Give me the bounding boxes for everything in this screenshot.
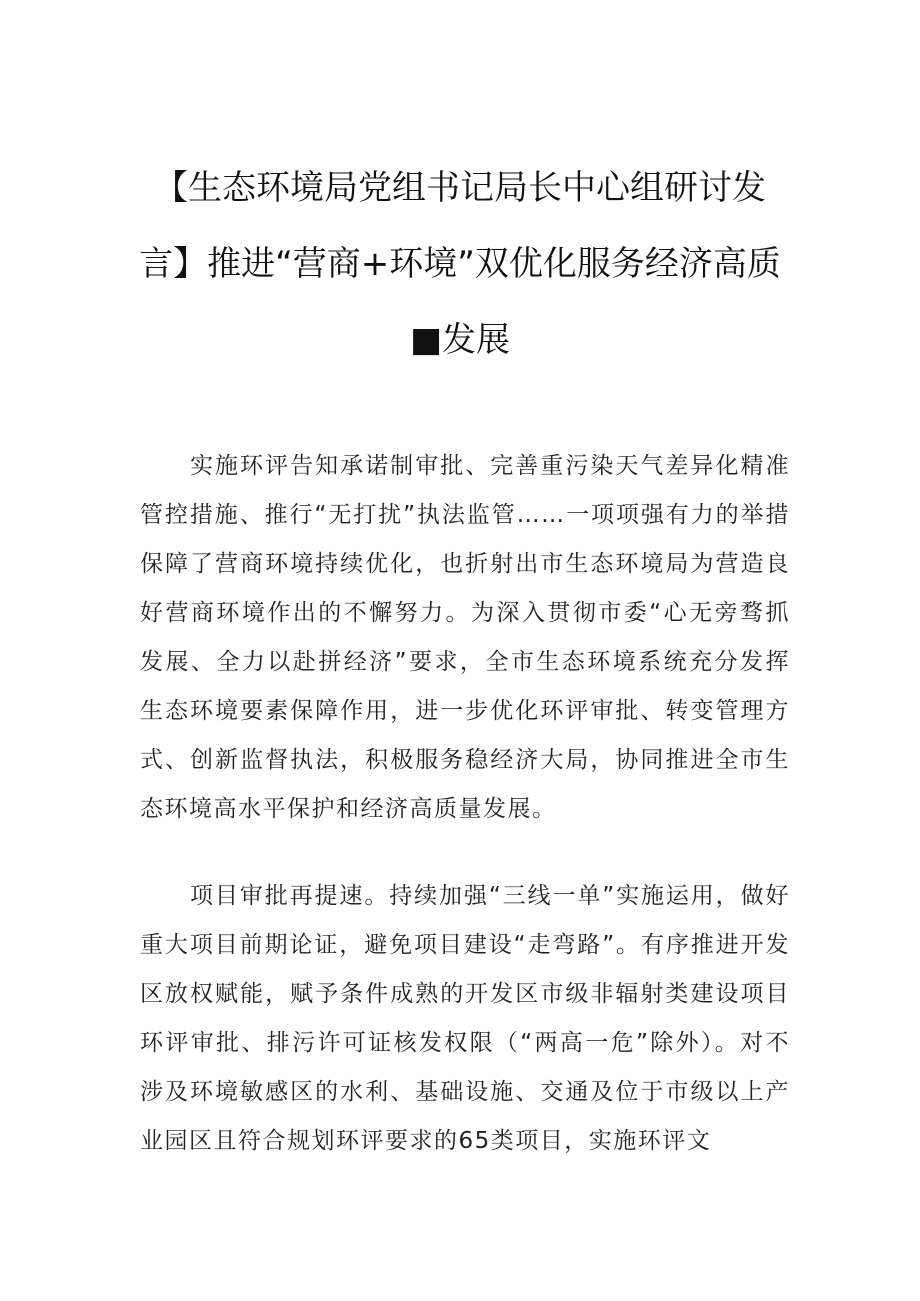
title-line-2: 言】推进“营商+环境”双优化服务经济高质 xyxy=(139,244,781,284)
title-line-1: 【生态环境局党组书记局长中心组研讨发 xyxy=(154,168,766,208)
document-title xyxy=(130,150,790,378)
paragraph-intro: 实施环评告知承诺制审批、完善重污染天气差异化精准管控措施、推行“无打扰”执法监管……一项项强有力的举措保障了营商环境持续优化，也折射出市生态环境局为营造良好营商环境作出的不懈努力。为深入贯彻市委“心无旁骛抓发展、全力以赴拼经济”要求，全市生态环境系统充分发挥生态环境要素保障作用，进一步优化环评审批、转变管理方式、创新监督执法，积极服务稳经济大局，协同推进全市生态环境高水平保护和经济高质量发展。 xyxy=(140,453,790,822)
title-line-3: ■发展 xyxy=(409,320,511,360)
paragraph-project-approval: 项目审批再提速。持续加强“三线一单”实施运用，做好重大项目前期论证，避免项目建设“走弯路”。有序推进开发区放权赋能，赋予条件成熟的开发区市级非辐射类建设项目环评审批、排污许可证核发权限（“两高一危”除外）。对不涉及环境敏感区的水利、基础设施、交通及位于市级以上产业园区且符合规划环评要求的65类项目，实施环评文 xyxy=(140,883,790,1154)
